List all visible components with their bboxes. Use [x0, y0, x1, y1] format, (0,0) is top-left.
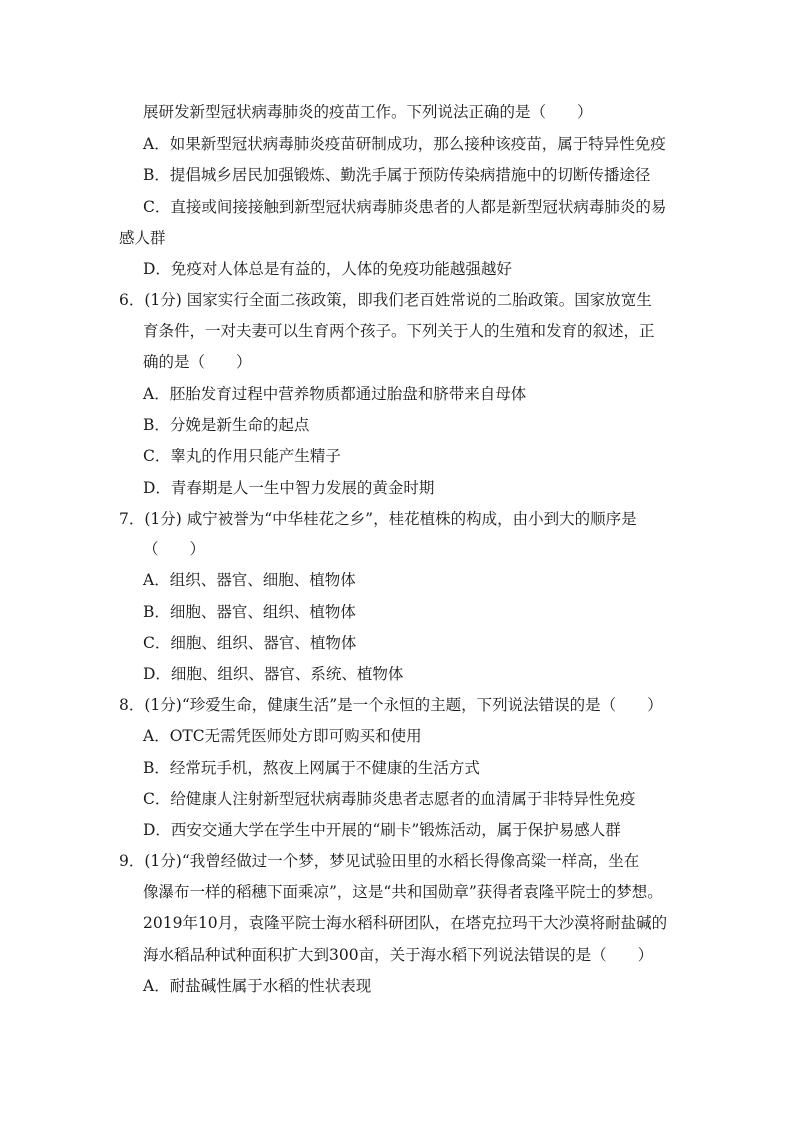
- q9-stem-line3: 2019年10月，袁隆平院士海水稻科研团队，在塔克拉玛干大沙漠将耐盐碱的: [143, 914, 668, 932]
- q6-option-a: A．胚胎发育过程中营养物质都通过胎盘和脐带来自母体: [143, 385, 527, 403]
- q7-option-a: A．组织、器官、细胞、植物体: [143, 571, 356, 589]
- q9-stem-line2: 像瀑布一样的稻穗下面乘凉”，这是“共和国勋章”获得者袁隆平院士的梦想。: [143, 883, 663, 901]
- q7-stem-line2: （ ）: [143, 540, 206, 558]
- q5-stem-tail: 展研发新型冠状病毒肺炎的疫苗工作。下列说法正确的是（ ）: [143, 103, 593, 121]
- q7-stem-line1: 7．(1分) 咸宁被誉为“中华桂花之乡”，桂花植株的构成，由小到大的顺序是: [119, 510, 637, 528]
- q8-option-b: B．经常玩手机，熬夜上网属于不健康的生活方式: [143, 759, 480, 777]
- q5-option-b: B．提倡城乡居民加强锻炼、勤洗手属于预防传染病措施中的切断传播途径: [143, 166, 651, 184]
- q9-option-a: A．耐盐碱性属于水稻的性状表现: [143, 977, 372, 995]
- q5-option-c-line2: 感人群: [119, 229, 166, 247]
- q8-option-c: C．给健康人注射新型冠状病毒肺炎患者志愿者的血清属于非特异性免疫: [143, 790, 636, 808]
- q7-option-c: C．细胞、组织、器官、植物体: [143, 634, 357, 652]
- q6-option-d: D．青春期是人一生中智力发展的黄金时期: [143, 479, 435, 497]
- q8-option-a: A．OTC无需凭医师处方即可购买和使用: [143, 727, 422, 745]
- q6-option-c: C．睾丸的作用只能产生精子: [143, 447, 341, 465]
- q9-stem-line1: 9．(1分)“我曾经做过一个梦，梦见试验田里的水稻长得像高粱一样高，坐在: [119, 852, 640, 870]
- q7-option-b: B．细胞、器官、组织、植物体: [143, 603, 356, 621]
- q5-option-c-line1: C．直接或间接接触到新型冠状病毒肺炎患者的人都是新型冠状病毒肺炎的易: [143, 198, 667, 216]
- q6-option-b: B．分娩是新生命的起点: [143, 416, 310, 434]
- q6-stem-line1: 6．(1分) 国家实行全面二孩政策，即我们老百姓常说的二胎政策。国家放宽生: [119, 291, 652, 309]
- q7-option-d: D．细胞、组织、器官、系统、植物体: [143, 665, 404, 683]
- q5-option-d: D．免疫对人体总是有益的，人体的免疫功能越强越好: [143, 260, 512, 278]
- q9-stem-line4: 海水稻品种试种面积扩大到300亩，关于海水稻下列说法错误的是（ ）: [143, 946, 654, 964]
- q6-stem-line3: 确的是（ ）: [143, 353, 252, 371]
- q6-stem-line2: 育条件，一对夫妻可以生育两个孩子。下列关于人的生殖和发育的叙述，正: [143, 322, 655, 340]
- q8-stem-line1: 8．(1分)“珍爱生命，健康生活”是一个永恒的主题，下列说法错误的是（ ）: [119, 696, 663, 714]
- q8-option-d: D．西安交通大学在学生中开展的“刷卡”锻炼活动，属于保护易感人群: [143, 821, 621, 839]
- q5-option-a: A．如果新型冠状病毒肺炎疫苗研制成功，那么接种该疫苗，属于特异性免疫: [143, 135, 666, 153]
